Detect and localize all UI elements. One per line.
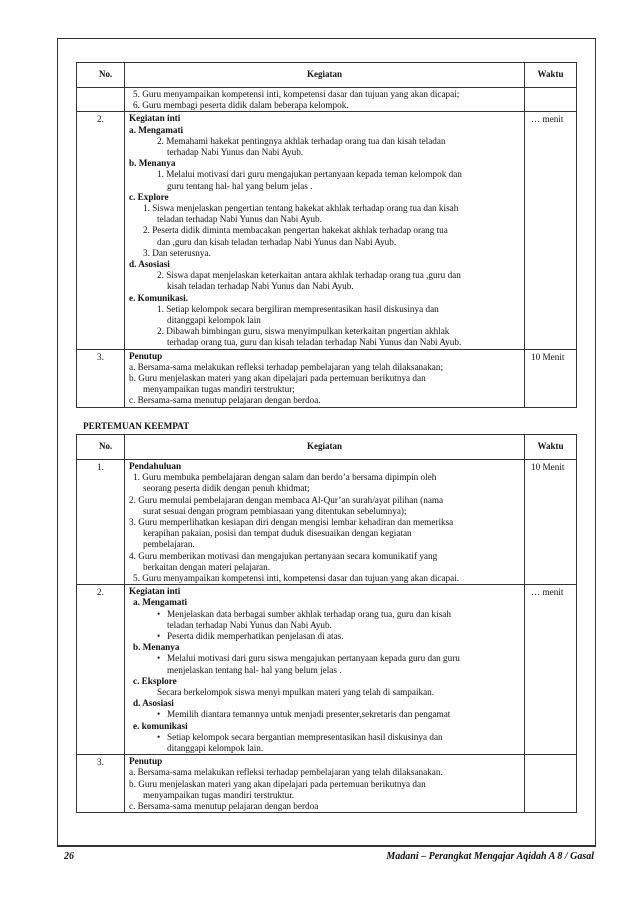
activity-line: c. Eksplore xyxy=(133,675,177,686)
activity-line: seorang peserta didik dengan penuh khidmat; xyxy=(143,483,310,494)
activity-line: 1. Setiap kelompok secara bergiliran mempresentasikan hasil diskusinya dan xyxy=(157,303,439,314)
activity-line: • Memilih diantara temannya untuk menjadi presenter,sekretaris dan pengamat xyxy=(129,709,516,720)
table-row xyxy=(77,755,577,813)
row-number: 3. xyxy=(77,755,125,813)
header-kegiatan: Kegiatan xyxy=(125,435,525,460)
activity-line: Kegiatan inti xyxy=(129,113,181,124)
header-waktu: Waktu xyxy=(525,435,577,460)
activity-cell xyxy=(125,755,525,813)
table-body xyxy=(77,460,577,813)
activity-line: terhadap orang tua, guru dan kisah teladan terhadap Nabi Yunus dan Nabi Ayub. xyxy=(167,337,462,348)
activity-line: 3. Guru memperlihatkan kesiapan diri dengan mengisi lembar kehadiran dan memeriksa xyxy=(129,517,454,528)
activity-table-continued xyxy=(76,62,577,408)
activity-line: e. komunikasi xyxy=(133,720,188,731)
activity-line: 6. Guru membagi peserta didik dalam beberapa kelompok. xyxy=(133,100,349,111)
row-number: 3. xyxy=(77,349,125,407)
activity-cell xyxy=(125,112,525,349)
activity-line: b. Guru menjelaskan materi yang akan dipelajari pada pertemuan berikutnya dan xyxy=(129,778,426,789)
table-row xyxy=(77,460,577,585)
duration-cell xyxy=(525,755,577,813)
activity-line: Pendahuluan xyxy=(129,461,182,471)
activity-line: a. Mengamati xyxy=(133,597,188,608)
activity-line: kerapihan pakaian, posisi dan tempat duduk disesuaikan dengan kegiatan xyxy=(143,528,412,539)
header-waktu: Waktu xyxy=(525,63,577,88)
activity-table-meeting-four xyxy=(76,434,577,813)
activity-line: Penutup xyxy=(129,350,163,361)
activity-line: a. Bersama-sama melakukan refleksi terhadap pembelajaran yang telah dilaksanakan. xyxy=(129,767,443,778)
activity-line: Penutup xyxy=(129,756,163,767)
activity-cell xyxy=(125,88,525,112)
activity-line: 1. Guru membuka pembelajaran dengan salam dan berdo’a bersama dipimpin oleh xyxy=(133,472,437,483)
activity-line: menyampaikan tugas mandiri terstruktur. xyxy=(143,789,295,800)
table-row xyxy=(77,585,577,755)
activity-line: dan ,guru dan kisah teladan terhadap Nabi Yunus dan Nabi Ayub. xyxy=(157,236,397,247)
activity-line: b. Guru menjelaskan materi yang akan dipelajari pada pertemuan berikutnya dan xyxy=(129,373,426,384)
activity-line: ditanggapi kelompok lain xyxy=(167,315,261,326)
header-no: No. xyxy=(77,63,125,88)
activity-line: a. Mengamati xyxy=(129,124,184,135)
activity-line: c. Explore xyxy=(129,191,169,202)
activity-cell xyxy=(125,460,525,585)
activity-line: surat sesuai dengan program pembiasaan yang ditentukan sebelumnya); xyxy=(143,505,407,516)
row-number xyxy=(77,88,125,112)
activity-line: teladan terhadap Nabi Yunus dan Nabi Ayub. xyxy=(167,619,332,630)
activity-line: terhadap Nabi Yunus dan Nabi Ayub. xyxy=(167,147,304,158)
activity-line: c. Bersama-sama menutup pelajaran dengan berdoa xyxy=(129,801,319,812)
activity-line: a. Bersama-sama melakukan refleksi terhadap pembelajaran yang telah dilaksanakan; xyxy=(129,361,444,372)
row-number: 2. xyxy=(77,112,125,349)
table-row xyxy=(77,349,577,407)
activity-line: b. Menanya xyxy=(133,642,180,653)
table-body xyxy=(77,88,577,408)
row-number: 1. xyxy=(77,460,125,585)
duration-cell: 10 Menit xyxy=(525,460,577,585)
footer-divider xyxy=(57,846,596,847)
activity-line: Secara berkelompok siswa menyi mpulkan materi yang telah di sampaikan. xyxy=(157,687,435,698)
activity-line: Kegiatan inti xyxy=(129,586,181,597)
activity-cell xyxy=(125,585,525,755)
activity-line: berkaitan dengan materi pelajaran. xyxy=(143,561,271,572)
activity-line: guru tentang hal- hal yang belum jelas . xyxy=(167,180,313,191)
activity-line: kisah teladan terhadap Nabi Yunus dan Nabi Ayub. xyxy=(167,281,354,292)
activity-line: e. Komunikasi. xyxy=(129,292,188,303)
activity-line: 2. Peserta didik diminta membacakan pengertan hakekat akhlak terhadap orang tua xyxy=(143,225,448,236)
activity-line: menjelaskan tentang hal- hal yang belum jelas . xyxy=(167,664,342,675)
activity-line: • Melalui motivasi dari guru siswa mengajukan pertanyaan kepada guru dan guru xyxy=(129,653,516,664)
activity-cell xyxy=(125,349,525,407)
activity-line: 2. Dibawah bimbingan guru, siswa menyimpulkan keterkaitan pngertian akhlak xyxy=(157,326,450,337)
duration-cell xyxy=(525,88,577,112)
duration-cell: … menit xyxy=(525,585,577,755)
activity-line: pembelajaran. xyxy=(143,539,195,550)
activity-line: 2. Guru memulai pembelajaran dengan membaca Al-Qur’an surah/ayat pilihan (nama xyxy=(129,494,444,505)
activity-line: d. Asosiasi xyxy=(129,259,170,270)
table-row xyxy=(77,112,577,349)
table-header xyxy=(77,63,577,88)
table-row xyxy=(77,88,577,112)
activity-line: 5. Guru menyampaikan kompetensi inti, kompetensi dasar dan tujuan yang akan dicapai; xyxy=(133,89,460,99)
activity-line: 3. Dan seterusnya. xyxy=(143,247,211,258)
page-number: 26 xyxy=(64,851,74,862)
activity-line: teladan terhadap Nabi Yunus dan Nabi Ayub. xyxy=(157,214,322,225)
activity-line: • Setiap kelompok secara bergantian mempresentasikan hasil diskusinya dan xyxy=(129,732,516,743)
activity-line: 4. Guru memberikan motivasi dan mengajukan pertanyaan secara komunikatif yang xyxy=(129,550,438,561)
activity-line: • Peserta didik memperhatikan penjelasan di atas. xyxy=(129,631,516,642)
header-kegiatan: Kegiatan xyxy=(125,63,525,88)
activity-line: 2. Siswa dapat menjelaskan keterkaitan antara akhlak terhadap orang tua ,guru dan xyxy=(157,270,461,281)
row-number: 2. xyxy=(77,585,125,755)
activity-line: • Menjelaskan data berbagai sumber akhlak terhadap orang tua, guru dan kisah xyxy=(129,609,516,620)
activity-line: 1. Melalui motivasi dari guru mengajukan pertanyaan kepada teman kelompok dan xyxy=(157,169,462,180)
activity-line: b. Menanya xyxy=(129,158,176,169)
activity-line: 5. Guru menyampaikan kompetensi inti, kompetensi dasar dan tujuan yang akan dicapai. xyxy=(133,573,460,584)
activity-line: menyampaikan tugas mandiri terstruktur; xyxy=(143,384,295,395)
duration-cell: 10 Menit xyxy=(525,349,577,407)
header-no: No. xyxy=(77,435,125,460)
duration-cell: … menit xyxy=(525,112,577,349)
activity-line: 2. Memahami hakekat pentingnya akhlak terhadap orang tua dan kisah teladan xyxy=(157,135,446,146)
table-header xyxy=(77,435,577,460)
activity-line: d. Asosiasi xyxy=(133,698,174,709)
footer-title: Madani – Perangkat Mengajar Aqidah A 8 / Gasal xyxy=(386,851,594,862)
activity-line: ditanggapi kelompok lain. xyxy=(167,743,264,754)
activity-line: c. Bersama-sama menutup pelajaran dengan berdoa. xyxy=(129,395,321,406)
activity-line: 1. Siswa menjelaskan pengertian tentang hakekat akhlak terhadap orang tua dan kisah xyxy=(143,203,459,214)
section-title: PERTEMUAN KEEMPAT xyxy=(83,421,190,431)
